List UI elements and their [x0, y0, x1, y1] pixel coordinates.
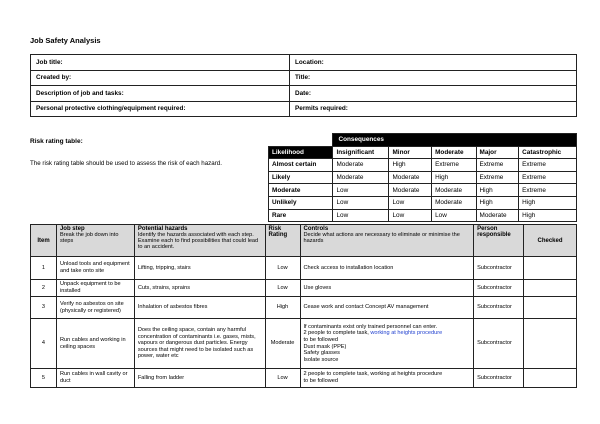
col-job-step-sub: Break the job down into steps [59, 232, 119, 244]
jsa-header-row [31, 225, 577, 257]
matrix-cell: Extreme [519, 171, 577, 184]
checked-cell[interactable] [524, 369, 577, 388]
controls-cell[interactable]: Use gloves [300, 280, 474, 297]
matrix-cell: High [476, 184, 519, 197]
jsa-table [30, 224, 577, 388]
risk-matrix [268, 133, 577, 222]
likelihood-cell: Rare [269, 209, 333, 222]
person-cell[interactable]: Subcontractor [474, 280, 524, 297]
risk-cell[interactable]: Moderate [265, 319, 300, 369]
matrix-cell: Low [333, 209, 389, 222]
table-row [31, 369, 577, 388]
matrix-cell: Moderate [333, 159, 389, 172]
control-line: Isolate source [303, 356, 339, 363]
consequences-label: Consequences [333, 134, 577, 147]
job-step-cell[interactable]: Unload tools and equipment and take onto site [56, 257, 134, 280]
header-row [31, 86, 577, 102]
col-controls-sub: Decide what actions are necessary to eliminate or minimise the hazards [303, 232, 460, 244]
col-checked-label: Checked [537, 237, 563, 244]
likelihood-cell: Moderate [269, 184, 333, 197]
risk-rating-description: The risk rating table should be used to assess the risk of each hazard. [30, 160, 222, 167]
person-cell[interactable]: Subcontractor [474, 297, 524, 319]
matrix-row [269, 171, 577, 184]
checked-cell[interactable] [524, 297, 577, 319]
matrix-cell: Extreme [432, 159, 476, 172]
risk-cell[interactable]: High [265, 297, 300, 319]
matrix-cell: Low [432, 209, 476, 222]
controls-cell[interactable] [300, 319, 474, 369]
matrix-row [269, 209, 577, 222]
control-line: Dust mask (PPE) [303, 343, 347, 350]
control-line [304, 330, 471, 337]
risk-cell[interactable]: Low [265, 257, 300, 280]
col-risk-rating-label: Risk Rating [268, 226, 288, 238]
person-cell[interactable]: Subcontractor [474, 319, 524, 369]
description-field[interactable]: Description of job and tasks: [31, 86, 290, 102]
item-cell: 1 [31, 257, 57, 280]
col-person [474, 225, 524, 257]
hazards-cell[interactable]: Does the ceiling space, contain any harmful concentration of contaminants i.e. gases, mists, vapours or dangerous dust particles. Energy sources that might need to be isolated such as power, water etc [134, 319, 265, 369]
item-cell: 4 [31, 319, 57, 369]
matrix-cell: Moderate [389, 171, 432, 184]
hazards-cell[interactable]: Lifting, tripping, stairs [134, 257, 265, 280]
matrix-row [269, 196, 577, 209]
col-person-label: Person responsible [477, 226, 511, 238]
matrix-cell: Low [333, 196, 389, 209]
col-controls [300, 225, 474, 257]
matrix-cell: Low [389, 209, 432, 222]
col-controls-label: Controls [303, 226, 329, 232]
location-field[interactable]: Location: [290, 55, 577, 71]
title-field[interactable]: Title: [290, 70, 577, 86]
col-job-step-label: Job step [59, 226, 85, 232]
document-title: Job Safety Analysis [30, 36, 101, 45]
table-row [31, 257, 577, 280]
matrix-row [269, 184, 577, 197]
matrix-cell: Low [389, 196, 432, 209]
col-risk-rating [265, 225, 300, 257]
job-step-cell[interactable]: Run cables and working in ceiling spaces [56, 319, 134, 369]
matrix-cell: Moderate [333, 171, 389, 184]
item-cell: 3 [31, 297, 57, 319]
matrix-corner [269, 134, 333, 147]
level-major: Major [476, 146, 519, 159]
header-row [31, 55, 577, 71]
control-line: to be followed [303, 378, 339, 384]
checked-cell[interactable] [524, 280, 577, 297]
date-field[interactable]: Date: [290, 86, 577, 102]
likelihood-label: Likelihood [269, 146, 333, 159]
risk-cell[interactable]: Low [265, 280, 300, 297]
control-line: to be followed [303, 336, 339, 343]
job-title-field[interactable]: Job title: [31, 55, 290, 71]
matrix-cell: Extreme [476, 159, 519, 172]
header-row [31, 70, 577, 86]
matrix-cell: Moderate [432, 196, 476, 209]
matrix-cell: High [432, 171, 476, 184]
matrix-cell: Moderate [389, 184, 432, 197]
job-step-cell[interactable]: Verify no asbestos on site (physically or registered) [56, 297, 134, 319]
col-checked [524, 225, 577, 257]
level-moderate: Moderate [432, 146, 476, 159]
matrix-cell: High [476, 196, 519, 209]
control-line: If contaminants exist only trained personnel can enter. [303, 323, 438, 330]
matrix-row [269, 159, 577, 172]
matrix-cell: Extreme [476, 171, 519, 184]
matrix-level-row [269, 146, 577, 159]
col-hazards-label: Potential hazards [137, 226, 188, 232]
person-cell[interactable]: Subcontractor [474, 257, 524, 280]
checked-cell[interactable] [524, 257, 577, 280]
likelihood-cell: Unlikely [269, 196, 333, 209]
controls-cell[interactable]: Check access to installation location [300, 257, 474, 280]
item-cell: 5 [31, 369, 57, 388]
procedure-link[interactable]: working at heights procedure [370, 330, 443, 337]
checked-cell[interactable] [524, 319, 577, 369]
level-catastrophic: Catastrophic [519, 146, 577, 159]
control-text: 2 people to complete task, [303, 330, 371, 337]
hazards-cell[interactable]: Falling from ladder [134, 369, 265, 388]
job-step-cell[interactable]: Run cables in wall cavity or duct [56, 369, 134, 388]
risk-rating-title: Risk rating table: [30, 138, 83, 145]
permits-field[interactable]: Permits required: [290, 101, 577, 117]
header-fields-table [30, 54, 577, 117]
matrix-cell: High [389, 159, 432, 172]
ppe-field[interactable]: Personal protective clothing/equipment required: [31, 101, 290, 117]
level-insignificant: Insignificant [333, 146, 389, 159]
item-cell: 2 [31, 280, 57, 297]
control-line: 2 people to complete task, working at heights procedure [303, 371, 443, 378]
likelihood-cell: Likely [269, 171, 333, 184]
hazards-cell[interactable]: Inhalation of asbestos fibres [134, 297, 265, 319]
table-row [31, 297, 577, 319]
col-item-label: Item [37, 237, 50, 244]
matrix-cell: High [519, 196, 577, 209]
consequences-header-row [269, 134, 577, 147]
col-hazards [134, 225, 265, 257]
controls-cell[interactable] [300, 369, 474, 388]
col-job-step [56, 225, 134, 257]
col-item [31, 225, 57, 257]
job-step-cell[interactable]: Unpack equipment to be installed [56, 280, 134, 297]
table-row [31, 280, 577, 297]
control-line: Safety glasses [303, 350, 340, 357]
risk-cell[interactable]: Low [265, 369, 300, 388]
likelihood-cell: Almost certain [269, 159, 333, 172]
matrix-cell: Extreme [519, 184, 577, 197]
person-cell[interactable]: Subcontractor [474, 369, 524, 388]
hazards-cell[interactable]: Cuts, strains, sprains [134, 280, 265, 297]
created-by-field[interactable]: Created by: [31, 70, 290, 86]
matrix-cell: Low [333, 184, 389, 197]
matrix-cell: High [519, 209, 577, 222]
level-minor: Minor [389, 146, 432, 159]
col-hazards-sub: Identify the hazards associated with each step. Examine each to find possibilities that could lead to an accident. [137, 232, 259, 250]
controls-cell[interactable]: Cease work and contact Concept AV management [300, 297, 474, 319]
matrix-cell: Extreme [519, 159, 577, 172]
matrix-cell: Moderate [432, 184, 476, 197]
table-row [31, 319, 577, 369]
matrix-cell: Moderate [476, 209, 519, 222]
header-row [31, 101, 577, 117]
